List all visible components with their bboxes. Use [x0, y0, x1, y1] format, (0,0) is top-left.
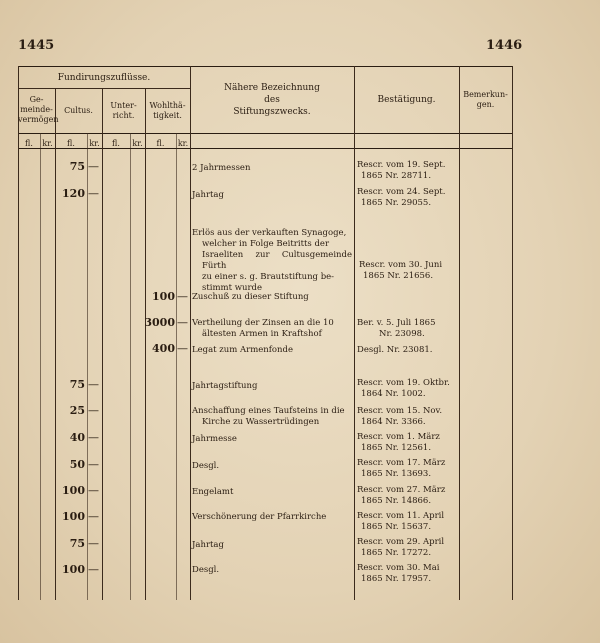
dash: — — [177, 290, 188, 303]
bestaetigung-text: Rescr. vom 29. April 1865 Nr. 17272. — [357, 537, 445, 558]
zweck-text: Legat zum Armenfonde — [192, 345, 293, 355]
amount-cultus: 75 — [69, 537, 85, 550]
zweck-text: Jahrtagstiftung — [192, 381, 258, 391]
header-bestaetigung: Bestätigung. — [377, 95, 436, 105]
amount-wohlthaetigkeit: 100 — [152, 290, 175, 303]
kr-divider — [130, 133, 131, 600]
zweck-text: Erlös aus der verkauften Synagoge, welcher in Folge Beitritts der Israeliten zur Cultusgemeinde Fürth zu einer s. g. Brautstiftung be- stimmt wurde — [192, 228, 352, 293]
column-line — [190, 66, 191, 600]
zweck-text: Jahrmesse — [192, 434, 237, 444]
currency-rule — [18, 148, 512, 149]
dash: — — [88, 563, 99, 576]
bestaetigung-text: Rescr. vom 17. März 1865 Nr. 13693. — [357, 458, 446, 479]
dash: — — [177, 316, 188, 329]
dash: — — [88, 404, 99, 417]
amount-cultus: 100 — [62, 563, 85, 576]
currency-fl: fl. — [67, 139, 75, 148]
zweck-text: Verschönerung der Pfarrkirche — [192, 512, 327, 522]
dash: — — [88, 431, 99, 444]
header-bottom-rule — [18, 133, 512, 134]
bestaetigung-text: Rescr. vom 30. Juni 1865 Nr. 21656. — [359, 260, 443, 281]
page-number-right: 1446 — [486, 38, 523, 53]
zweck-text: Jahrtag — [192, 190, 224, 200]
amount-cultus: 40 — [69, 431, 85, 444]
amount-cultus: 100 — [62, 484, 85, 497]
header-unterricht: Unter- richt. — [110, 101, 137, 120]
bestaetigung-text: Rescr. vom 15. Nov. 1864 Nr. 3366. — [357, 406, 443, 427]
page-number-left: 1445 — [18, 38, 55, 53]
dash: — — [88, 537, 99, 550]
group-header-rule — [18, 88, 190, 89]
bestaetigung-text: Rescr. vom 19. Oktbr. 1864 Nr. 1002. — [357, 378, 450, 399]
amount-wohlthaetigkeit: 3000 — [144, 316, 175, 329]
kr-divider — [40, 133, 41, 600]
bestaetigung-text: Rescr. vom 1. März 1865 Nr. 12561. — [357, 432, 440, 453]
zweck-text: Anschaffung eines Taufsteins in die Kirche zu Wassertrüdingen — [192, 406, 345, 427]
column-line — [354, 66, 355, 600]
dash: — — [88, 160, 99, 173]
column-line — [459, 66, 460, 600]
header-bemerkungen: Bemerkun- gen. — [463, 90, 508, 109]
amount-cultus: 100 — [62, 510, 85, 523]
amount-cultus: 120 — [62, 187, 85, 200]
dash: — — [88, 484, 99, 497]
zweck-text: Desgl. — [192, 461, 220, 471]
currency-kr: kr. — [89, 139, 100, 148]
currency-kr: kr. — [177, 139, 189, 148]
header-cultus: Cultus. — [64, 106, 93, 115]
bestaetigung-text: Rescr. vom 24. Sept. 1865 Nr. 29055. — [357, 187, 446, 208]
kr-divider — [176, 133, 177, 600]
amount-cultus: 25 — [69, 404, 85, 417]
zweck-text: Jahrtag — [192, 540, 224, 550]
amount-cultus: 75 — [69, 160, 85, 173]
bestaetigung-text: Rescr. vom 19. Sept. 1865 Nr. 28711. — [357, 160, 446, 181]
bestaetigung-text: Rescr. vom 27. März 1865 Nr. 14866. — [357, 485, 446, 506]
column-line — [102, 88, 103, 600]
amount-cultus: 50 — [69, 458, 85, 471]
dash: — — [88, 458, 99, 471]
zweck-text: 2 Jahrmessen — [192, 163, 251, 173]
header-fundierung: Fundirungszuflüsse. — [57, 73, 151, 83]
amount-wohlthaetigkeit: 400 — [152, 342, 175, 355]
dash: — — [88, 187, 99, 200]
amount-cultus: 75 — [69, 378, 85, 391]
currency-kr: kr. — [132, 139, 143, 148]
header-zweck: Nähere Bezeichnung des Stiftungszwecks. — [224, 83, 320, 117]
dash: — — [177, 342, 188, 355]
bestaetigung-text: Desgl. Nr. 23081. — [357, 345, 433, 355]
header-gemeinde: Ge- meinde- vermögen — [18, 95, 59, 124]
kr-divider — [87, 133, 88, 600]
currency-fl: fl. — [112, 139, 120, 148]
table-top-rule — [18, 66, 512, 67]
currency-fl: fl. — [156, 139, 165, 148]
currency-fl: fl. — [25, 139, 33, 148]
zweck-text: Vertheilung der Zinsen an die 10 ältesten Armen in Kraftshof — [192, 318, 334, 339]
currency-kr: kr. — [42, 139, 53, 148]
zweck-text: Desgl. — [192, 565, 220, 575]
bestaetigung-text: Ber. v. 5. Juli 1865 Nr. 23098. — [357, 318, 436, 339]
bestaetigung-text: Rescr. vom 11. April 1865 Nr. 15637. — [357, 511, 445, 532]
dash: — — [88, 378, 99, 391]
bestaetigung-text: Rescr. vom 30. Mai 1865 Nr. 17957. — [357, 563, 440, 584]
zweck-text: Zuschuß zu dieser Stiftung — [192, 292, 309, 302]
zweck-text: Engelamt — [192, 487, 234, 497]
dash: — — [88, 510, 99, 523]
header-wohlthaetigkeit: Wohlthä- tigkeit. — [149, 101, 186, 120]
column-line — [512, 66, 513, 600]
